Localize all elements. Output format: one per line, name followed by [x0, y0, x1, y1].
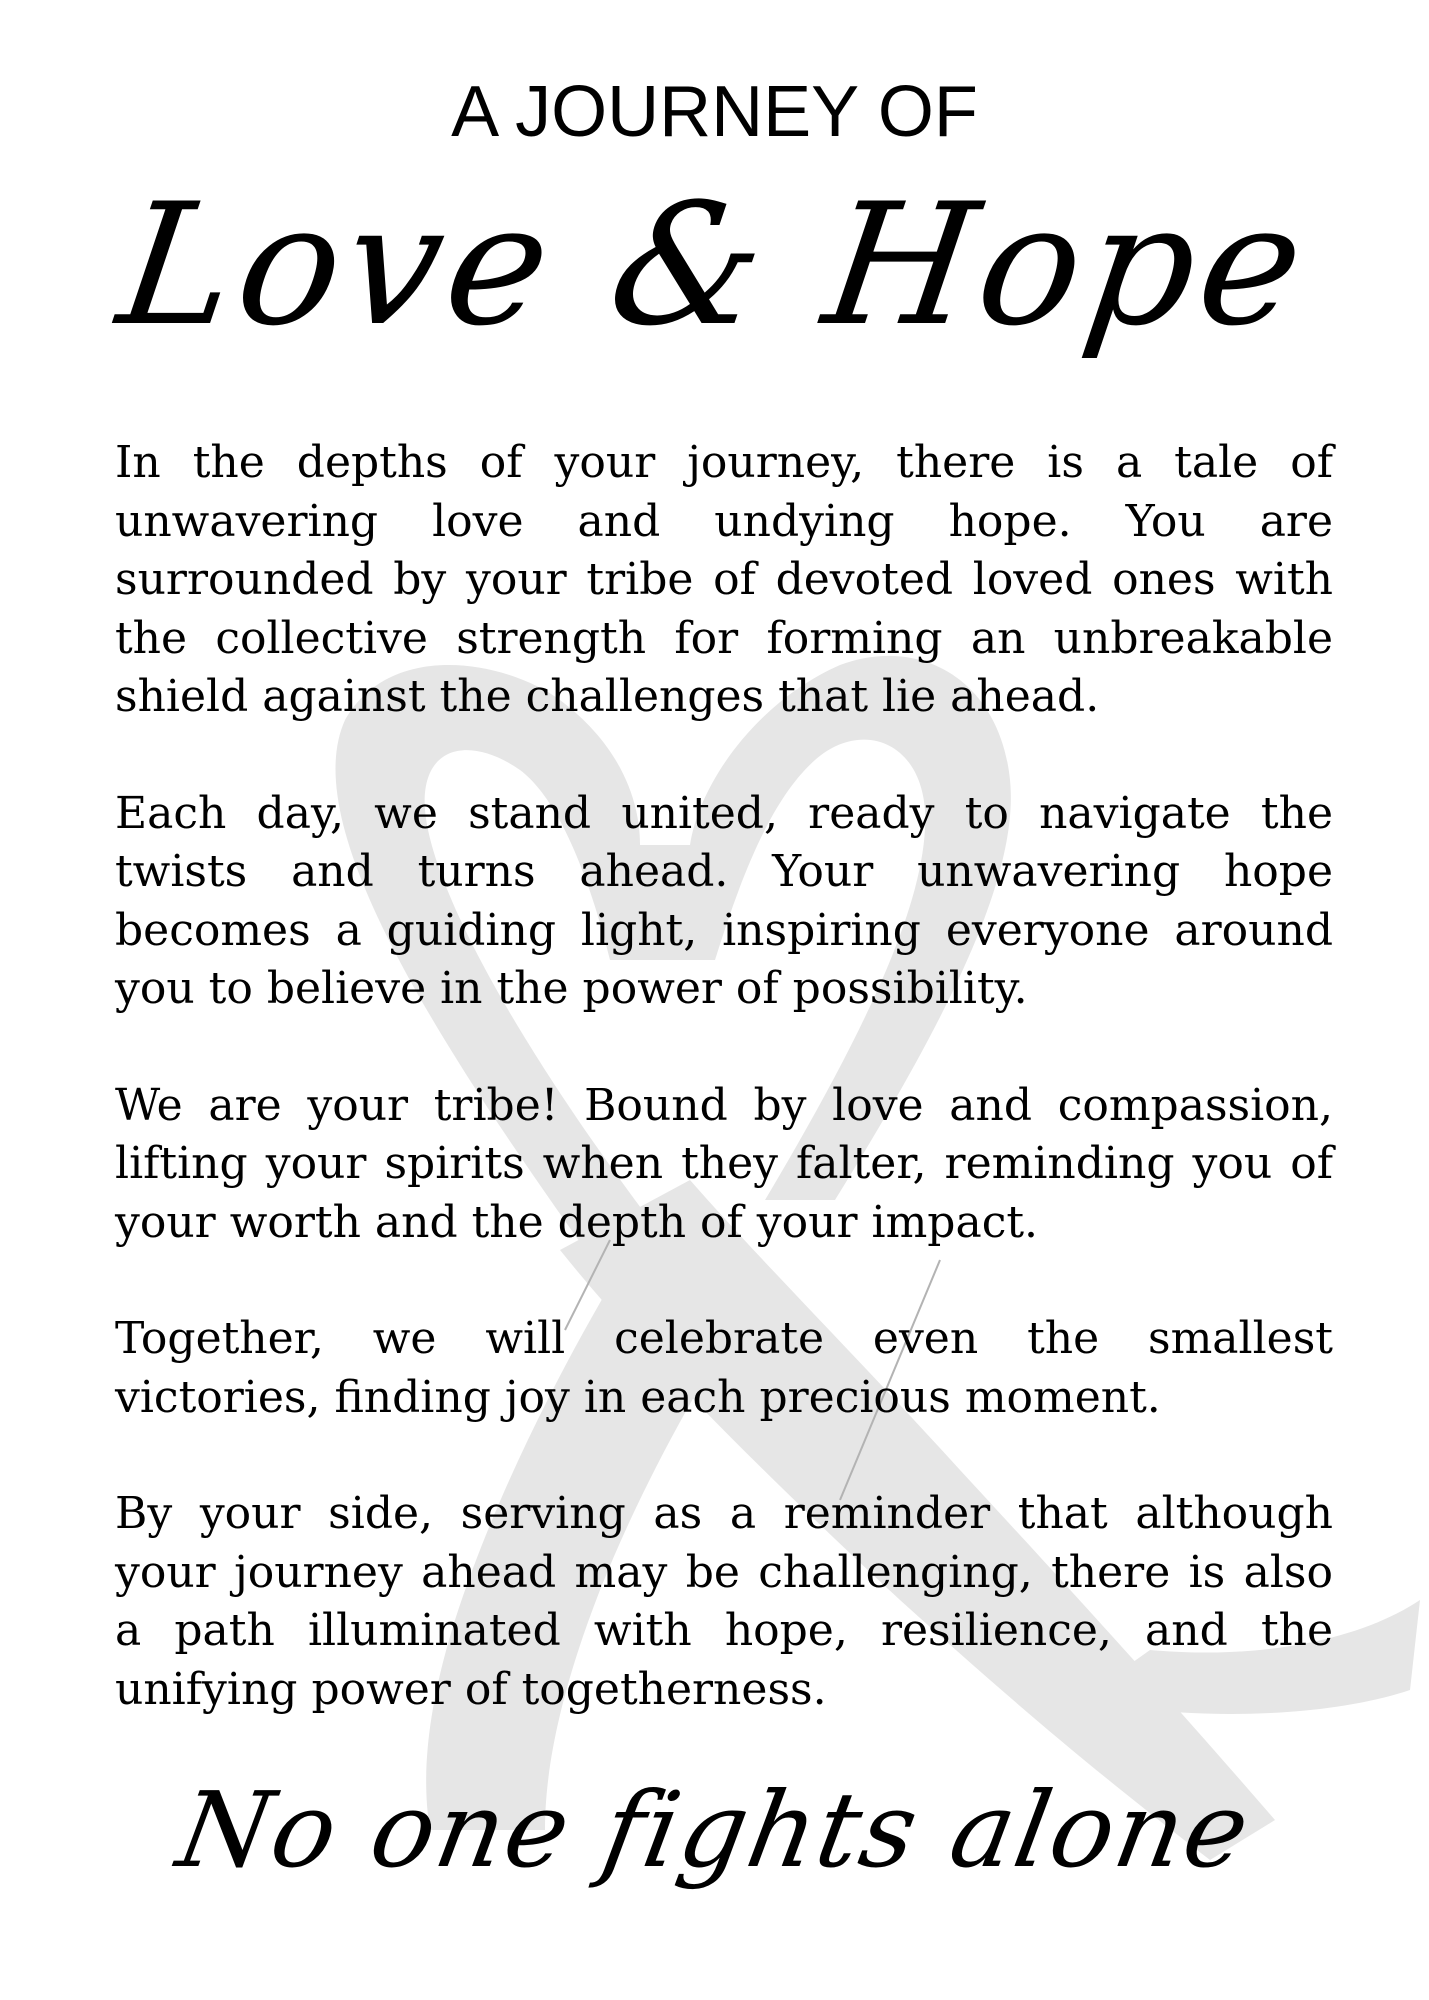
script-title: Love & Hope [108, 167, 1321, 363]
signoff-script: No one fights alone [169, 1769, 1260, 1891]
paragraph: Together, we will celebrate even the smallest victories, finding joy in each precious moment. [115, 1313, 1333, 1423]
paragraph: In the depths of your journey, there is a tale of unwavering love and undying hope. You are surrounded by your tribe of devoted loved ones with the collective strength for forming an unbreakable shield against the challenges that lie ahead. [115, 437, 1333, 722]
paragraph: By your side, serving as a reminder that although your journey ahead may be challenging, there is also a path illuminated with hope, resilience, and the unifying power of togetherness. [115, 1488, 1333, 1715]
body-text [115, 434, 1333, 1777]
paragraph: We are your tribe! Bound by love and compassion, lifting your spirits when they falter, reminding you of your worth and the depth of your impact. [115, 1079, 1333, 1248]
paragraph: Each day, we stand united, ready to navigate the twists and turns ahead. Your unwavering hope becomes a guiding light, inspiring everyone around you to believe in the power of possibility. [115, 787, 1333, 1014]
heading: A JOURNEY OF [451, 72, 978, 152]
